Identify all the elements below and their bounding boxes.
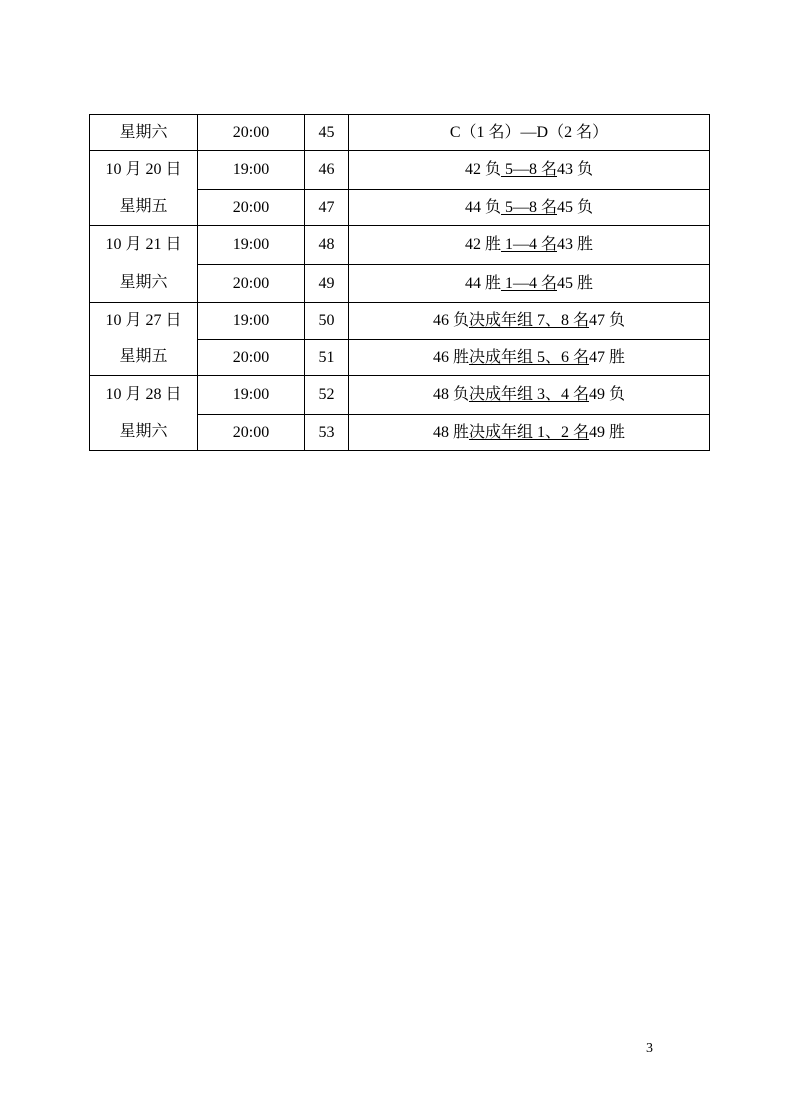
match-number-cell: 48	[305, 226, 349, 265]
time-cell: 19:00	[198, 303, 305, 340]
date-cell: 10 月 20 日	[90, 151, 198, 190]
weekday-cell: 星期六	[90, 415, 198, 451]
match-number-cell: 45	[305, 115, 349, 151]
match-description-cell	[349, 226, 710, 265]
description-underlined: 决成年组 1、2 名	[468, 423, 589, 441]
match-description-cell	[349, 376, 710, 415]
table-row	[90, 415, 710, 451]
weekday-cell: 星期五	[90, 340, 198, 376]
table-row	[90, 303, 710, 340]
match-description-cell	[349, 115, 710, 151]
match-schedule-table	[89, 114, 710, 451]
table-row	[90, 115, 710, 151]
match-description-cell	[349, 340, 710, 376]
time-cell: 20:00	[198, 190, 305, 226]
description-underlined: 5—8 名	[500, 198, 557, 216]
table-row	[90, 226, 710, 265]
description-prefix: 46 胜	[432, 348, 469, 366]
match-number-cell: 46	[305, 151, 349, 190]
time-cell: 20:00	[198, 115, 305, 151]
table-row	[90, 376, 710, 415]
match-description-cell	[349, 151, 710, 190]
description-suffix: 45 负	[557, 198, 594, 216]
time-cell: 19:00	[198, 151, 305, 190]
description-underlined: 5—8 名	[500, 161, 557, 178]
description-underlined: 决成年组 7、8 名	[468, 312, 589, 329]
match-number-cell: 52	[305, 376, 349, 415]
description-suffix: 49 胜	[589, 423, 626, 441]
time-cell: 20:00	[198, 415, 305, 451]
description-prefix: 48 胜	[432, 423, 469, 441]
description-suffix: 45 胜	[557, 274, 594, 292]
match-description-cell	[349, 303, 710, 340]
table-row	[90, 190, 710, 226]
time-cell: 20:00	[198, 265, 305, 303]
match-number-cell: 47	[305, 190, 349, 226]
match-description-cell	[349, 265, 710, 303]
table-row	[90, 151, 710, 190]
description-prefix: 44 负	[464, 198, 501, 216]
description-prefix: 48 负	[432, 386, 469, 403]
date-cell: 星期六	[90, 115, 198, 151]
match-description-cell	[349, 190, 710, 226]
description-prefix: 44 胜	[464, 274, 501, 292]
match-number-cell: 53	[305, 415, 349, 451]
page-number: 3	[646, 1041, 653, 1056]
description-suffix: 47 负	[589, 312, 626, 329]
time-cell: 19:00	[198, 376, 305, 415]
description-prefix: 42 负	[464, 161, 501, 178]
description-text: C（1 名）—D（2 名）	[449, 123, 609, 141]
match-number-cell: 51	[305, 340, 349, 376]
date-cell: 10 月 28 日	[90, 376, 198, 415]
description-suffix: 43 负	[557, 161, 594, 178]
match-number-cell: 50	[305, 303, 349, 340]
description-suffix: 47 胜	[589, 348, 626, 366]
time-cell: 20:00	[198, 340, 305, 376]
description-underlined: 1—4 名	[500, 274, 557, 292]
description-prefix: 46 负	[432, 312, 469, 329]
description-prefix: 42 胜	[464, 236, 501, 253]
match-description-cell	[349, 415, 710, 451]
table-row	[90, 340, 710, 376]
description-underlined: 决成年组 3、4 名	[468, 386, 589, 403]
time-cell: 19:00	[198, 226, 305, 265]
table-row	[90, 265, 710, 303]
date-cell: 10 月 27 日	[90, 303, 198, 340]
match-number-cell: 49	[305, 265, 349, 303]
date-cell: 10 月 21 日	[90, 226, 198, 265]
description-underlined: 1—4 名	[500, 236, 557, 253]
description-suffix: 43 胜	[557, 236, 594, 253]
weekday-cell: 星期六	[90, 265, 198, 303]
description-underlined: 决成年组 5、6 名	[468, 348, 589, 366]
description-suffix: 49 负	[589, 386, 626, 403]
weekday-cell: 星期五	[90, 190, 198, 226]
